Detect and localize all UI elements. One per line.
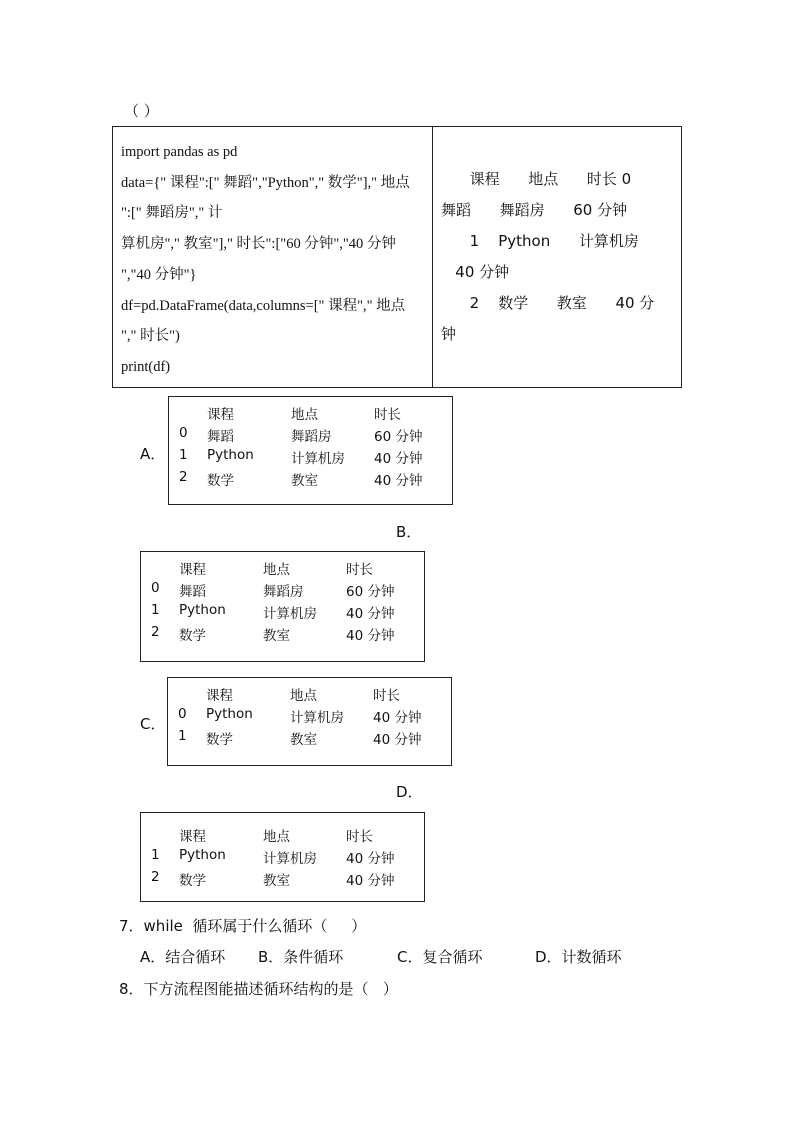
table-cell: 数学 — [179, 628, 206, 644]
question-8-text: 8．下方流程图能描述循环结构的是（ ） — [119, 980, 398, 998]
row-index: 2 — [151, 869, 160, 885]
header-cell: 地点 — [291, 407, 318, 423]
code-line: data={" 课程":[" 舞蹈","Python"," 数学"]," 地点 — [121, 174, 410, 191]
table-cell: 计算机房 — [263, 606, 317, 622]
row-index: 0 — [151, 580, 160, 596]
code-line: df=pd.DataFrame(data,columns=[" 课程"," 地点 — [121, 297, 406, 314]
table-cell: 40 分钟 — [374, 451, 423, 467]
option-b-label: B． — [396, 523, 422, 541]
question-7-text: 7．while 循环属于什么循环（ ） — [119, 917, 367, 935]
table-cell: 计算机房 — [291, 451, 345, 467]
header-cell: 地点 — [263, 829, 290, 845]
table-cell: 60 分钟 — [374, 429, 423, 445]
table-cell: Python — [206, 706, 253, 722]
row-index: 2 — [179, 469, 188, 485]
output-line: 课程 地点 时长 0 — [441, 170, 632, 188]
header-cell: 时长 — [346, 829, 373, 845]
table-cell: 60 分钟 — [346, 584, 395, 600]
table-cell: 计算机房 — [290, 710, 344, 726]
code-line: import pandas as pd — [121, 144, 238, 160]
table-cell: 40 分钟 — [346, 873, 395, 889]
table-cell: 舞蹈 — [179, 584, 206, 600]
table-cell: Python — [179, 847, 226, 863]
code-line: 算机房"," 教室"]," 时长":["60 分钟","40 分钟 — [121, 236, 396, 253]
code-output-table — [112, 126, 682, 388]
header-cell: 课程 — [207, 407, 234, 423]
table-cell: 舞蹈 — [207, 429, 234, 445]
table-cell: 40 分钟 — [346, 628, 395, 644]
header-cell: 课程 — [206, 688, 233, 704]
output-line: 2 数学 教室 40 分 — [441, 294, 655, 312]
table-cell: 数学 — [179, 873, 206, 889]
header-cell: 课程 — [179, 829, 206, 845]
output-line: 舞蹈 舞蹈房 60 分钟 — [441, 201, 628, 219]
table-cell: 40 分钟 — [373, 732, 422, 748]
output-line: 钟 — [441, 325, 457, 343]
option-c-label: C． — [140, 715, 166, 733]
table-cell: 教室 — [290, 732, 317, 748]
table-cell: 计算机房 — [263, 851, 317, 867]
code-line: "," 时长") — [121, 328, 180, 345]
code-line: ","40 分钟"} — [121, 266, 197, 283]
table-cell: 舞蹈房 — [263, 584, 304, 600]
row-index: 0 — [178, 706, 187, 722]
option-b-table[interactable] — [140, 551, 425, 662]
row-index: 1 — [151, 602, 160, 618]
table-cell: 40 分钟 — [346, 851, 395, 867]
header-cell: 时长 — [346, 562, 373, 578]
table-cell: 40 分钟 — [374, 473, 423, 489]
header-cell: 时长 — [373, 688, 400, 704]
header-cell: 地点 — [290, 688, 317, 704]
option-a-label: A． — [140, 445, 166, 463]
header-cell: 地点 — [263, 562, 290, 578]
code-cell — [113, 127, 433, 387]
row-index: 1 — [178, 728, 187, 744]
table-cell: 40 分钟 — [346, 606, 395, 622]
header-cell: 课程 — [179, 562, 206, 578]
option-d-table[interactable] — [140, 812, 425, 902]
option-a-table[interactable] — [168, 396, 453, 505]
row-index: 0 — [179, 425, 188, 441]
header-cell: 时长 — [374, 407, 401, 423]
question-7-choice-b[interactable]: B．条件循环 — [258, 948, 344, 966]
code-line: ":[" 舞蹈房"," 计 — [121, 205, 223, 222]
output-cell — [433, 127, 681, 387]
table-cell: 教室 — [263, 873, 290, 889]
question-7-choice-c[interactable]: C．复合循环 — [397, 948, 483, 966]
table-cell: 40 分钟 — [373, 710, 422, 726]
question-7-choice-d[interactable]: D．计数循环 — [535, 948, 622, 966]
code-line: print(df) — [121, 358, 171, 375]
option-c-table[interactable] — [167, 677, 452, 766]
row-index: 2 — [151, 624, 160, 640]
output-line: 40 分钟 — [441, 263, 510, 281]
table-cell: Python — [207, 447, 254, 463]
row-index: 1 — [179, 447, 188, 463]
row-index: 1 — [151, 847, 160, 863]
table-cell: 舞蹈房 — [291, 429, 332, 445]
table-cell: 数学 — [207, 473, 234, 489]
table-cell: 教室 — [291, 473, 318, 489]
output-line: 1 Python 计算机房 — [441, 232, 639, 250]
option-d-label: D． — [396, 783, 423, 801]
table-cell: 教室 — [263, 628, 290, 644]
table-cell: 数学 — [206, 732, 233, 748]
question-6-answer-paren: （ ） — [124, 102, 159, 120]
table-cell: Python — [179, 602, 226, 618]
question-7-choice-a[interactable]: A．结合循环 — [140, 948, 226, 966]
